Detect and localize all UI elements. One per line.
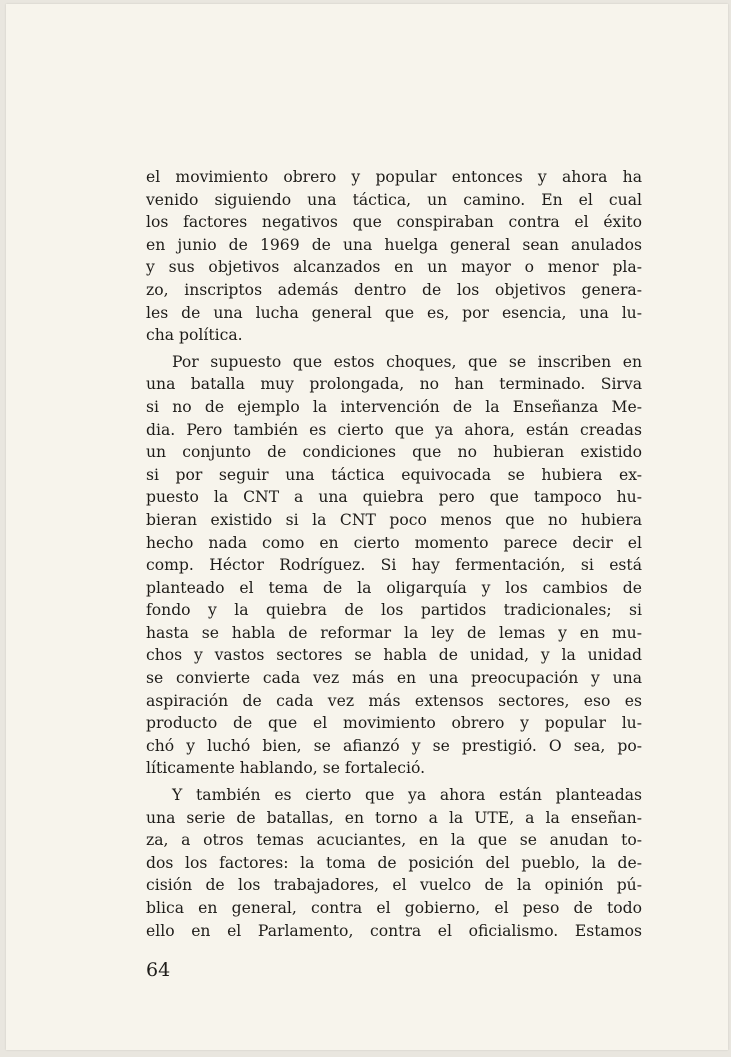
text-line: ello en el Parlamento, contra el oficialismo. Estamos [146,921,642,940]
text-line: cha política. [146,326,243,345]
text-line: cisión de los trabajadores, el vuelco de la opinión pú- [146,876,642,895]
text-line: si no de ejemplo la intervención de la Enseñanza Me- [146,397,642,416]
text-line: una serie de batallas, en torno a la UTE, a la enseñan- [146,808,642,827]
text-line: producto de que el movimiento obrero y popular lu- [146,714,642,733]
text-line: dia. Pero también es cierto que ya ahora, están creadas [146,420,642,439]
text-line: en junio de 1969 de una huelga general sean anulados [146,235,642,254]
text-line: chos y vastos sectores se habla de unidad, y la unidad [146,646,642,665]
paragraph-3 [146,784,642,942]
text-line: Por supuesto que estos choques, que se inscriben en [172,352,642,371]
text-line: un conjunto de condiciones que no hubieran existido [146,443,642,462]
text-line: puesto la CNT a una quiebra pero que tampoco hu- [146,488,642,507]
text-line: fondo y la quiebra de los partidos tradicionales; si [146,601,642,620]
text-line: blica en general, contra el gobierno, el peso de todo [146,899,642,917]
text-line: hecho nada como en cierto momento parece decir el [146,533,642,552]
text-line: el movimiento obrero y popular entonces y ahora ha [146,168,642,186]
text-line: si por seguir una táctica equivocada se hubiera ex- [146,465,642,484]
paragraph-2 [146,351,642,780]
text-line: planteado el tema de la oligarquía y los cambios de [146,578,642,597]
body-text [146,166,642,942]
text-line: venido siguiendo una táctica, un camino. En el cual [146,190,642,209]
text-line: hasta se habla de reformar la ley de lemas y en mu- [146,623,642,642]
paragraph-1 [146,166,642,347]
text-line: una batalla muy prolongada, no han terminado. Sirva [146,375,642,394]
text-line: dos los factores: la toma de posición del pueblo, la de- [146,853,642,872]
text-line: líticamente hablando, se fortaleció. [146,759,426,778]
text-line: y sus objetivos alcanzados en un mayor o menor pla- [146,258,642,277]
text-line: aspiración de cada vez más extensos sectores, eso es [146,691,642,710]
text-line: bieran existido si la CNT poco menos que no hubiera [146,510,642,529]
text-line: les de una lucha general que es, por esencia, una lu- [146,303,642,322]
text-line: zo, inscriptos además dentro de los objetivos genera- [146,280,642,299]
page-number: 64 [146,959,171,981]
book-page [6,4,728,1050]
text-line: chó y luchó bien, se afianzó y se prestigió. O sea, po- [146,736,642,755]
text-line: comp. Héctor Rodríguez. Si hay fermentación, si está [146,556,642,575]
text-line: za, a otros temas acuciantes, en la que se anudan to- [146,831,642,850]
text-line: los factores negativos que conspiraban contra el éxito [146,213,642,232]
text-line: Y también es cierto que ya ahora están planteadas [172,786,642,805]
text-line: se convierte cada vez más en una preocupación y una [146,669,642,688]
